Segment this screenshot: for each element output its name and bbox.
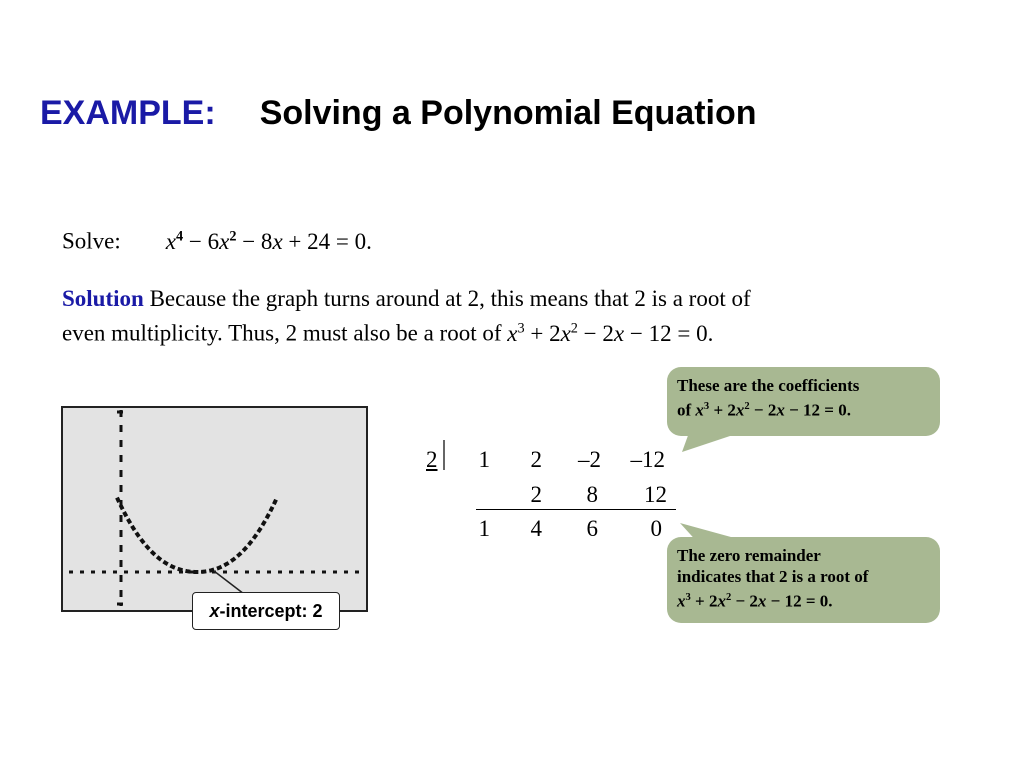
x-intercept-var: x <box>209 600 220 621</box>
division-line <box>476 509 676 510</box>
solution-text-1: Because the graph turns around at 2, this means that 2 is a root of <box>143 286 751 311</box>
row1-cell: –2 <box>578 447 601 472</box>
row1-cell: 1 <box>478 447 490 472</box>
solution-text-2: even multiplicity. Thus, 2 must also be a root of <box>62 320 508 346</box>
row2-cell: 2 <box>530 482 542 507</box>
solve-label: Solve: <box>62 228 121 254</box>
row2-cell: 8 <box>586 482 598 507</box>
row2-cell: 12 <box>644 482 667 507</box>
divisor: 2 <box>426 447 438 472</box>
row1-cell: –12 <box>630 447 665 472</box>
quartic-equation: $x^4 - 6x^2 - 8x + 24 = 0$. <box>165 228 372 254</box>
callout-zero-remainder: The zero remainder indicates that 2 is a root of $x^3 + 2x^2 - 2x - 12 = 0$. <box>667 537 940 623</box>
row1-cell: 2 <box>530 447 542 472</box>
title-text: Solving a Polynomial Equation <box>259 94 757 132</box>
row3-cell: 6 <box>586 516 598 541</box>
x-intercept-text: -intercept: 2 <box>219 600 323 621</box>
callout-coefficients: These are the coefficients of $x^3 + 2x^2 - 2x - 12 = 0$. <box>667 367 940 436</box>
row3-cell: 1 <box>478 516 490 541</box>
cubic-equation: $x^3 + 2x^2 - 2x - 12 = 0$. <box>507 320 714 346</box>
solution-heading: Solution <box>62 286 144 311</box>
row3-cell: 4 <box>530 516 542 541</box>
row3-cell: 0 <box>650 516 662 541</box>
title-label: EXAMPLE: <box>40 94 216 132</box>
